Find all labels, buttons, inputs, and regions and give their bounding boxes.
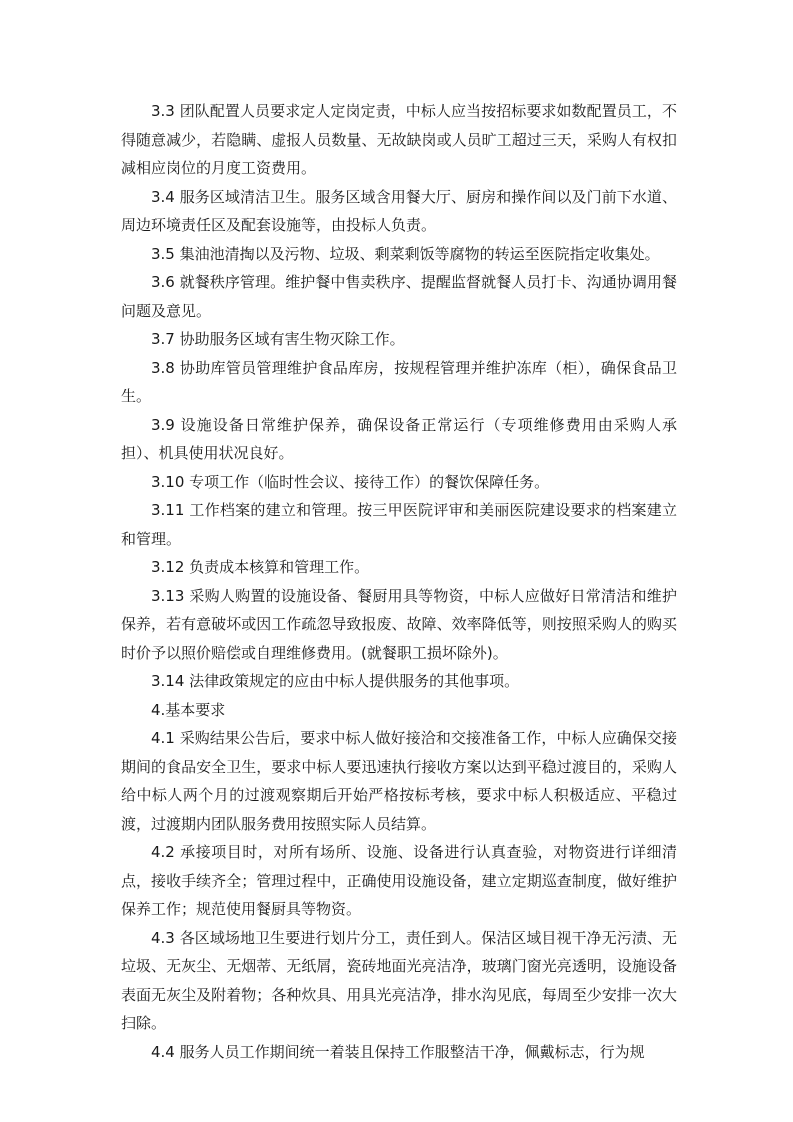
paragraph-3-4: 3.4 服务区域清洁卫生。服务区域含用餐大厅、厨房和操作间以及门前下水道、周边环境责任区及配套设施等，由投标人负责。 (121, 187, 677, 234)
paragraph-3-3: 3.3 团队配置人员要求定人定岗定责，中标人应当按招标要求如数配置员工，不得随意减少，若隐瞒、虚报人员数量、无故缺岗或人员旷工超过三天，采购人有权扣减相应岗位的月度工资费用。 (121, 102, 677, 177)
paragraph-3-7: 3.7 协助服务区域有害生物灭除工作。 (151, 330, 405, 348)
paragraph-3-14: 3.14 法律政策规定的应由中标人提供服务的其他事项。 (151, 672, 520, 690)
paragraph-4-4: 4.4 服务人员工作期间统一着装且保持工作服整洁干净，佩戴标志，行为规 (151, 1042, 645, 1061)
paragraph-3-13: 3.13 采购人购置的设施设备、餐厨用具等物资，中标人应做好日常清洁和维护保养，若有意破坏或因工作疏忽导致报废、故障、效率降低等，则按照采购人的购买时价予以照价赔偿或自理维修费用。(就餐职工损坏除外)。 (121, 586, 677, 662)
paragraph-3-8: 3.8 协助库管员管理维护食品库房，按规程管理并维护冻库（柜），确保食品卫生。 (121, 358, 677, 405)
paragraph-4-1: 4.1 采购结果公告后，要求中标人做好接洽和交接准备工作，中标人应确保交接期间的食品安全卫生，要求中标人要迅速执行接收方案以达到平稳过渡目的，采购人给中标人两个月的过渡观察期后开始严格按标考核，要求中标人积极适应、平稳过渡，过渡期内团队服务费用按照实际人员结算。 (121, 729, 677, 833)
paragraph-3-9: 3.9 设施设备日常维护保养，确保设备正常运行（专项维修费用由采购人承担）、机具使用状况良好。 (121, 415, 677, 462)
paragraph-3-5: 3.5 集油池清掏以及污物、垃圾、剩菜剩饭等腐物的转运至医院指定收集处。 (151, 244, 660, 263)
paragraph-4-3: 4.3 各区域场地卫生要进行划片分工，责任到人。保洁区域目视干净无污渍、无垃圾、无灰尘、无烟蒂、无纸屑，瓷砖地面光亮洁净，玻璃门窗光亮透明，设施设备表面无灰尘及附着物；各种炊具、用具光亮洁净，排水沟见底，每周至少安排一次大扫除。 (121, 928, 677, 1032)
paragraph-3-12: 3.12 负责成本核算和管理工作。 (151, 558, 370, 576)
section-heading-4: 4.基本要求 (151, 700, 226, 719)
paragraph-3-6: 3.6 就餐秩序管理。维护餐中售卖秩序、提醒监督就餐人员打卡、沟通协调用餐问题及意见。 (121, 273, 677, 320)
document-body (121, 97, 677, 1066)
paragraph-4-2: 4.2 承接项目时，对所有场所、设施、设备进行认真查验，对物资进行详细清点，接收手续齐全；管理过程中，正确使用设施设备，建立定期巡查制度，做好维护保养工作；规范使用餐厨具等物资。 (121, 843, 677, 918)
paragraph-3-10: 3.10 专项工作（临时性会议、接待工作）的餐饮保障任务。 (151, 472, 550, 491)
paragraph-3-11: 3.11 工作档案的建立和管理。按三甲医院评审和美丽医院建设要求的档案建立和管理。 (121, 501, 677, 548)
